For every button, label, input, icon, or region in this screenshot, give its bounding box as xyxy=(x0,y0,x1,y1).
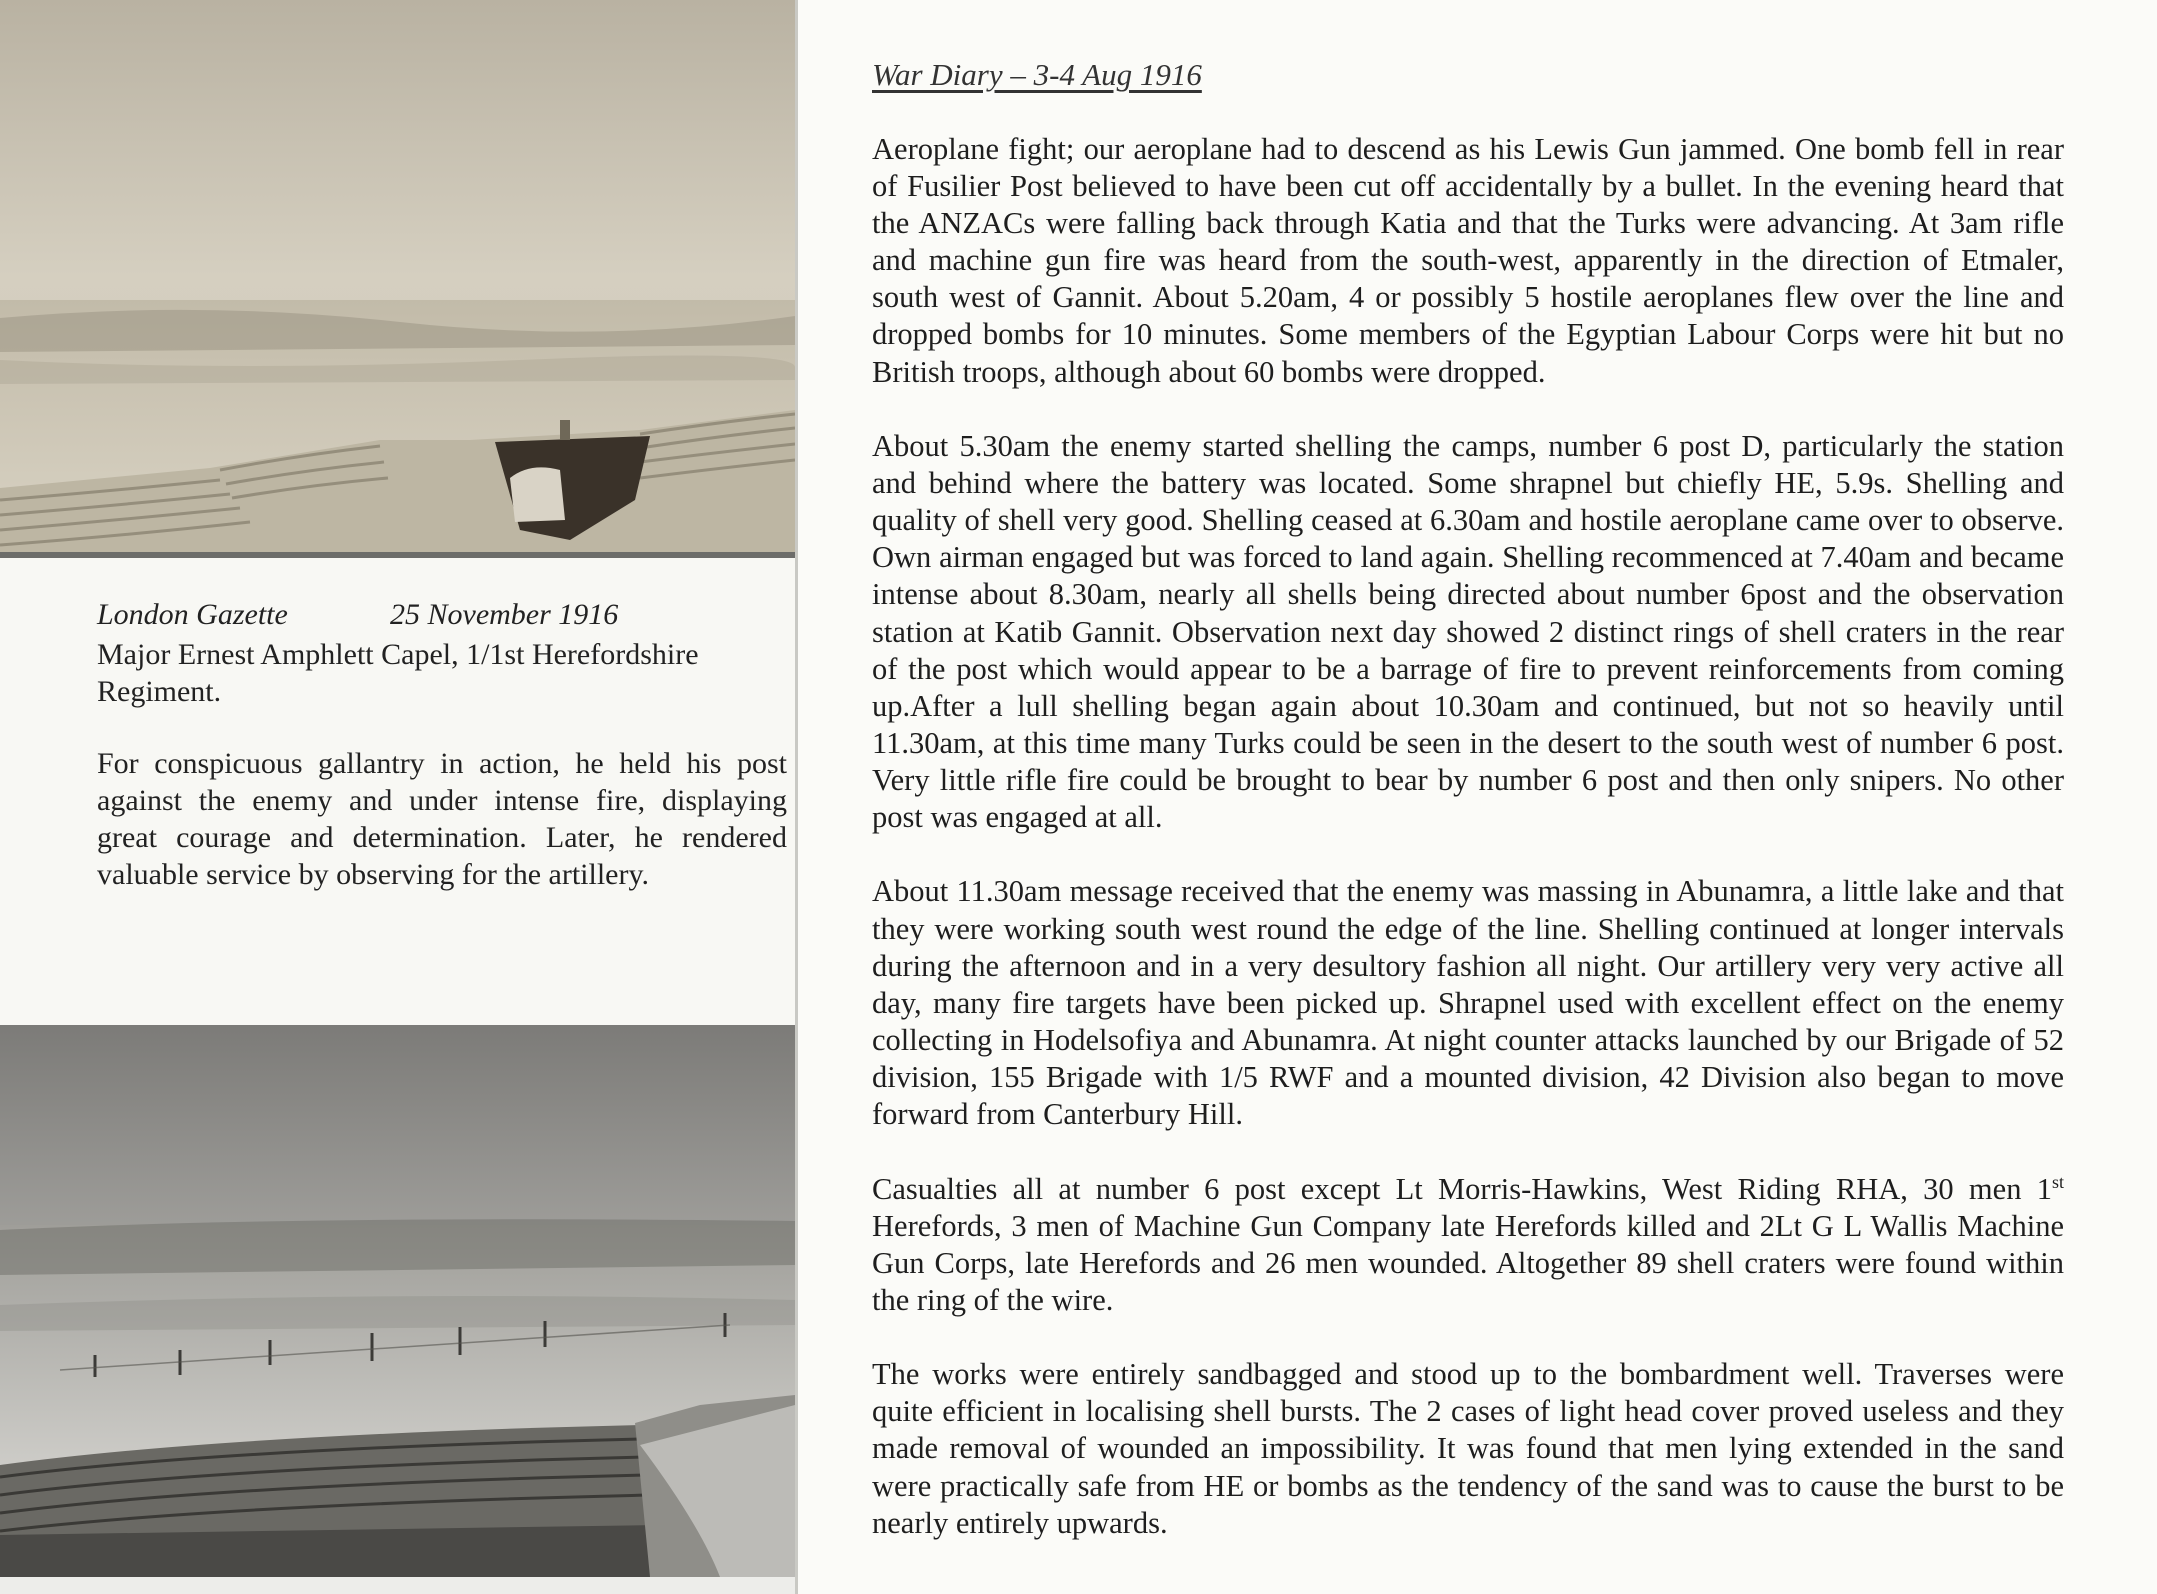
diary-title: War Diary – 3-4 Aug 1916 xyxy=(872,57,1202,92)
ordinal-suffix: st xyxy=(2051,1171,2064,1192)
gazette-source: London Gazette xyxy=(97,598,288,631)
diary-paragraph-casualties xyxy=(872,1171,2064,1319)
diary-paragraph-1: Aeroplane fight; our aeroplane had to descend as his Lewis Gun jammed. One bomb fell in rear of Fusilier Post believed to have been cut off accidentally by a bullet. In the evening heard that the ANZACs were falling back through Katia and that the Turks were advancing. At 3am rifle and machine gun fire was heard from the south-west, apparently in the direction of Etmaler, south west of Gannit. About 5.20am, 4 or possibly 5 hostile aeroplanes flew over the line and dropped bombs for 10 minutes. Some members of the Egyptian Labour Corps were hit but no British troops, although about 60 bombs were dropped. xyxy=(872,132,2064,389)
gazette-date: 25 November 1916 xyxy=(390,598,619,631)
left-column xyxy=(0,0,795,1594)
diary-paragraph-closing: The works were entirely sandbagged and stood up to the bombardment well. Traverses were quite efficient in localising shell bursts. The 2 cases of light head cover proved useless and they made removal of wounded an impossibility. It was found that men lying extended in the sand were practically safe from HE or bombs as the tendency of the sand was to cause the burst to be nearly entirely upwards. xyxy=(872,1357,2064,1540)
sandbag-trench-photo xyxy=(0,1025,795,1577)
gazette-citation: For conspicuous gallantry in action, he held his post against the enemy and under intense fire, displaying great courage and determination. Later, he rendered valuable service by observing for the artillery. xyxy=(97,747,787,891)
gazette-panel xyxy=(0,552,795,1025)
diary-paragraph-3: About 11.30am message received that the enemy was massing in Abunamra, a little lake and that they were working south west round the edge of the line. Shelling continued at longer intervals during the afternoon and in a very desultory fashion all night. Our artillery very very active all day, many fire targets have been picked up. Shrapnel used with excellent effect on the enemy collecting in Hodelsofiya and Abunamra. At night counter attacks launched by our Brigade of 52 division, 155 Brigade with 1/5 RWF and a mounted division, 42 Division also began to move forward from Canterbury Hill. xyxy=(872,874,2064,1132)
column-divider xyxy=(795,0,798,1594)
photo-top-graphic xyxy=(0,0,795,552)
desert-trench-photo xyxy=(0,0,795,552)
casualties-text-a: Casualties all at number 6 post except Lt Morris-Hawkins, West Riding RHA, 30 men 1 xyxy=(872,1171,2052,1206)
gazette-recipient: Major Ernest Amphlett Capel, 1/1st Herefordshire Regiment. xyxy=(97,638,699,708)
gazette-header xyxy=(97,598,619,632)
casualties-text-b: Herefords, 3 men of Machine Gun Company late Herefords killed and 2Lt G L Wallis Machine Gun Corps, late Herefords and 26 men wounded. Altogether 89 shell craters were found within the ring of the wire. xyxy=(872,1208,2064,1317)
photo-bottom-graphic xyxy=(0,1025,795,1577)
diary-body xyxy=(872,131,2064,1579)
photo-bottom-edge xyxy=(0,1577,795,1594)
diary-paragraph-2: About 5.30am the enemy started shelling the camps, number 6 post D, particularly the station and behind where the battery was located. Some shrapnel but chiefly HE, 5.9s. Shelling and quality of shell very good. Shelling ceased at 6.30am and hostile aeroplane came over to observe. Own airman engaged but was forced to land again. Shelling recommenced at 7.40am and became intense about 8.30am, nearly all shells being directed about number 6post and the observation station at Katib Gannit. Observation next day showed 2 distinct rings of shell craters in the rear of the post which would appear to be a barrage of fire to prevent reinforcements from coming up.After a lull shelling began again about 10.30am and continued, but not so heavily until 11.30am, at this time many Turks could be seen in the desert to the south west of number 6 post. Very little rifle fire could be brought to bear by number 6 post and then only snipers. No other post was engaged at all. xyxy=(872,429,2064,834)
